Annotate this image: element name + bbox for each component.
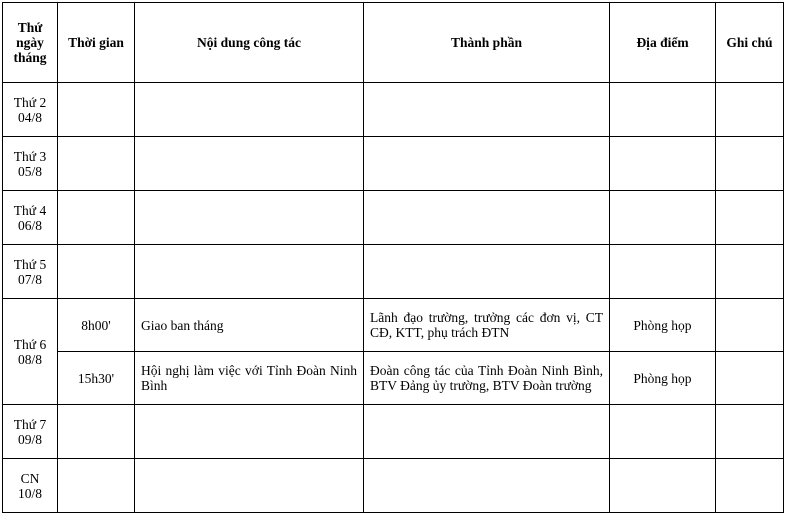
content-cell — [135, 137, 364, 191]
header-row — [3, 3, 784, 83]
header-day-line-1: Thứ — [17, 20, 43, 35]
header-day — [3, 3, 58, 83]
place-cell: Phòng họp — [610, 299, 716, 352]
header-note: Ghi chú — [716, 3, 784, 83]
time-cell: 15h30' — [58, 352, 135, 405]
date-label: 07/8 — [17, 271, 42, 287]
note-cell — [716, 83, 784, 137]
header-place: Địa điểm — [610, 3, 716, 83]
date-label: 08/8 — [17, 351, 42, 367]
date-label: 04/8 — [17, 109, 42, 125]
header-time: Thời gian — [58, 3, 135, 83]
members-cell — [364, 459, 610, 513]
table-row — [3, 245, 784, 299]
content-cell — [135, 191, 364, 245]
note-cell — [716, 191, 784, 245]
note-cell — [716, 299, 784, 352]
weekday-label: Thứ 4 — [13, 202, 47, 218]
date-label: 10/8 — [17, 485, 42, 501]
time-cell — [58, 459, 135, 513]
note-cell — [716, 137, 784, 191]
table-row — [3, 299, 784, 352]
time-cell — [58, 191, 135, 245]
content-cell: Hội nghị làm việc với Tỉnh Đoàn Ninh Bình — [135, 352, 364, 405]
place-cell — [610, 191, 716, 245]
note-cell — [716, 245, 784, 299]
place-cell — [610, 459, 716, 513]
time-cell — [58, 245, 135, 299]
work-schedule-table — [2, 2, 784, 513]
content-cell: Giao ban tháng — [135, 299, 364, 352]
note-cell — [716, 352, 784, 405]
time-cell — [58, 83, 135, 137]
date-label: 09/8 — [17, 431, 42, 447]
time-cell — [58, 405, 135, 459]
weekday-label: Thứ 6 — [13, 336, 47, 352]
note-cell — [716, 459, 784, 513]
place-cell — [610, 137, 716, 191]
place-cell: Phòng họp — [610, 352, 716, 405]
date-label: 05/8 — [17, 163, 42, 179]
place-cell — [610, 405, 716, 459]
members-cell — [364, 405, 610, 459]
day-cell — [3, 459, 58, 513]
weekday-label: Thứ 5 — [13, 256, 47, 272]
date-label: 06/8 — [17, 217, 42, 233]
time-cell — [58, 137, 135, 191]
table-row — [3, 137, 784, 191]
header-content: Nội dung công tác — [135, 3, 364, 83]
header-members: Thành phần — [364, 3, 610, 83]
day-cell — [3, 83, 58, 137]
note-cell — [716, 405, 784, 459]
table-row — [3, 191, 784, 245]
table-row — [3, 352, 784, 405]
day-cell — [3, 299, 58, 405]
members-cell — [364, 191, 610, 245]
day-cell — [3, 191, 58, 245]
content-cell — [135, 83, 364, 137]
day-cell — [3, 137, 58, 191]
members-cell: Đoàn công tác của Tỉnh Đoàn Ninh Bình, BTV Đảng ủy trường, BTV Đoàn trường — [364, 352, 610, 405]
content-cell — [135, 405, 364, 459]
members-cell — [364, 245, 610, 299]
day-cell — [3, 245, 58, 299]
header-day-line-3: tháng — [13, 50, 47, 65]
members-cell: Lãnh đạo trường, trưởng các đơn vị, CT CĐ, KTT, phụ trách ĐTN — [364, 299, 610, 352]
weekday-label: Thứ 7 — [13, 416, 47, 432]
place-cell — [610, 83, 716, 137]
time-cell: 8h00' — [58, 299, 135, 352]
day-cell — [3, 405, 58, 459]
table-row — [3, 83, 784, 137]
place-cell — [610, 245, 716, 299]
table-row — [3, 459, 784, 513]
table-row — [3, 405, 784, 459]
weekday-label: Thứ 2 — [13, 94, 47, 110]
weekday-label: Thứ 3 — [13, 148, 47, 164]
weekday-label: CN — [20, 470, 40, 486]
content-cell — [135, 245, 364, 299]
content-cell — [135, 459, 364, 513]
members-cell — [364, 137, 610, 191]
members-cell — [364, 83, 610, 137]
header-day-line-2: ngày — [16, 35, 44, 50]
